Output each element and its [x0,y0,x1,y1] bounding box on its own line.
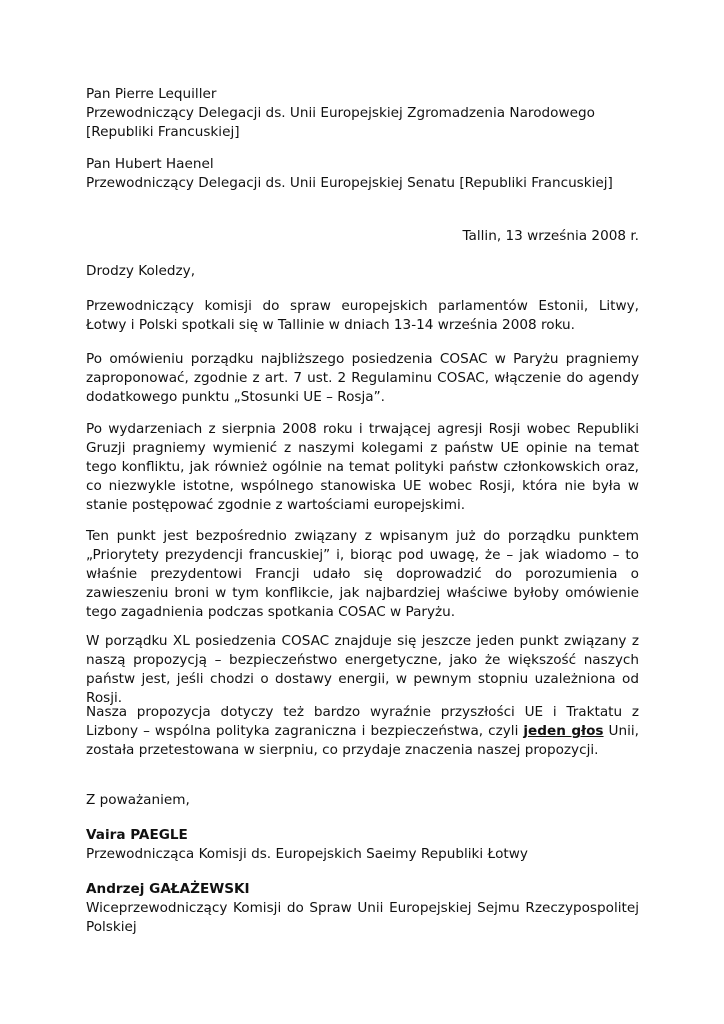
recipient-name: Pan Hubert Haenel [86,156,214,172]
recipient-name: Pan Pierre Lequiller [86,86,217,102]
place-date: Tallin, 13 września 2008 r. [462,228,639,244]
paragraph-6 [86,703,639,760]
signatory-name: Andrzej GAŁAŻEWSKI [86,881,250,897]
paragraph-6-end: Unii, została przetestowana w sierpniu, co przydaje znaczenia naszej propozycji. [86,723,639,758]
paragraph-1: Przewodniczący komisji do spraw europejskich parlamentów Estonii, Litwy, Łotwy i Polski spotkali się w Tallinie w dniach 13-14 września 2008 roku. [86,298,639,333]
recipient-block-2 [86,155,639,193]
signatory-block-1 [86,826,639,864]
salutation: Drodzy Koledzy, [86,263,196,279]
signatory-title: Wiceprzewodniczący Komisji do Spraw Unii Europejskiej Sejmu Rzeczypospolitej Polskiej [86,900,639,935]
signatory-block-2 [86,880,639,937]
signatory-title: Przewodnicząca Komisji ds. Europejskich Saeimy Republiki Łotwy [86,846,528,862]
recipient-title: Przewodniczący Delegacji ds. Unii Europejskiej Senatu [Republiki Francuskiej] [86,175,613,191]
emphasis-jeden-glos: jeden głos [523,723,604,739]
paragraph-4: Ten punkt jest bezpośrednio związany z wpisanym już do porządku punktem „Priorytety prezydencji francuskiej” i, biorąc pod uwagę, że – jak wiadomo – to właśnie prezydentowi Francji udało się doprowadzić do porozumienia o zawieszeniu broni w tym konflikcie, jak najbardziej właściwe byłoby omówienie tego zagadnienia podczas spotkania COSAC w Paryżu. [86,528,639,620]
paragraph-5: W porządku XL posiedzenia COSAC znajduje się jeszcze jeden punkt związany z naszą propozycją – bezpieczeństwo energetyczne, jako że większość naszych państw jest, jeśli chodzi o dostawy energii, w pewnym stopniu uzależniona od Rosji. [86,633,639,706]
closing: Z poważaniem, [86,792,190,808]
paragraph-2: Po omówieniu porządku najbliższego posiedzenia COSAC w Paryżu pragniemy zaproponować, zgodnie z art. 7 ust. 2 Regulaminu COSAC, włączenie do agendy dodatkowego punktu „Stosunki UE – Rosja”. [86,351,639,405]
paragraph-6-start: Nasza propozycja dotyczy też bardzo wyraźnie przyszłości UE i Traktatu z Lizbony – wspólna polityka zagraniczna i bezpieczeństwa, czyli [86,704,639,739]
recipient-title: Przewodniczący Delegacji ds. Unii Europejskiej Zgromadzenia Narodowego [Republiki Francuskiej] [86,105,595,140]
recipient-block-1 [86,85,639,142]
signatory-name: Vaira PAEGLE [86,827,188,843]
paragraph-3: Po wydarzeniach z sierpnia 2008 roku i trwającej agresji Rosji wobec Republiki Gruzji pragniemy wymienić z naszymi kolegami z państw UE opinie na temat tego konfliktu, jak również ogólnie na temat polityki państw członkowskich oraz, co niezwykle istotne, wspólnego stanowiska UE wobec Rosji, która nie była w stanie postępować zgodnie z wartościami europejskimi. [86,421,639,513]
